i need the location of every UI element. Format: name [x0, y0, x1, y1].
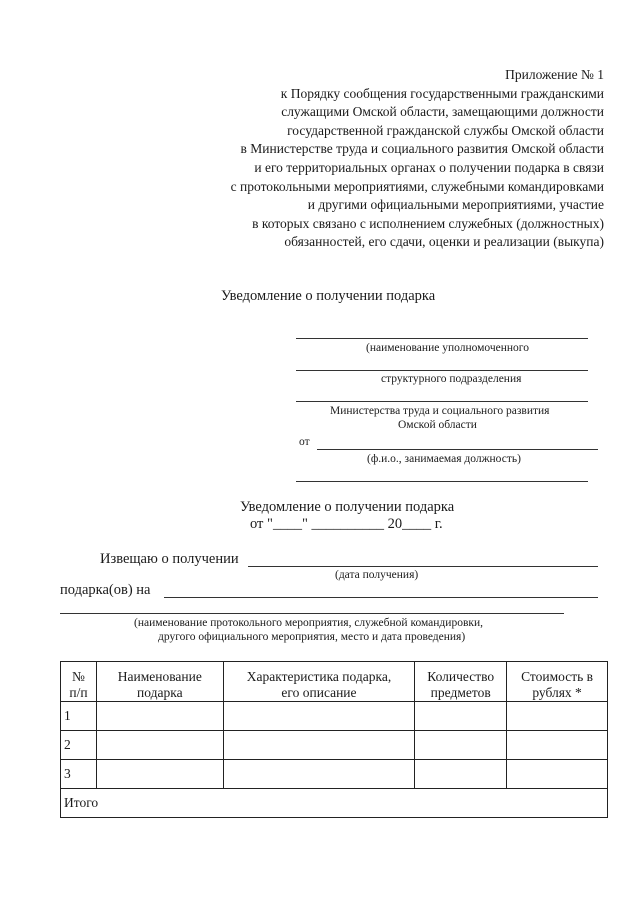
- receipt-date-line: [248, 566, 598, 567]
- sender-caption: (ф.и.о., занимаемая должность): [367, 453, 521, 465]
- table-cell: [415, 760, 507, 789]
- column-header-name: [96, 662, 223, 702]
- appendix-line: обязанностей, его сдачи, оценки и реализации (выкупа): [284, 234, 604, 250]
- header-text: Характеристика подарка,: [246, 669, 392, 684]
- sender-line: [296, 481, 588, 482]
- appendix-line: государственной гражданской службы Омской области: [287, 122, 604, 138]
- addressee-line: [296, 338, 588, 339]
- receipt-date-caption: (дата получения): [335, 569, 419, 581]
- addressee-caption: Министерства труда и социального развития: [330, 405, 550, 417]
- table-cell: [415, 702, 507, 731]
- table-header-row: [61, 662, 608, 702]
- table-row: [61, 731, 608, 760]
- table-row: [61, 702, 608, 731]
- header-text: рублях *: [532, 685, 582, 700]
- table-cell: [223, 731, 415, 760]
- addressee-caption: Омской области: [398, 419, 477, 431]
- notice-title: Уведомление о получении подарка: [240, 499, 455, 515]
- header-text: Наименование: [117, 669, 202, 684]
- appendix-line: к Порядку сообщения государственными гражданскими: [280, 85, 604, 101]
- notice-date: от "____" __________ 20____ г.: [250, 516, 443, 532]
- table-cell: [96, 702, 223, 731]
- header-text: Количество: [427, 669, 495, 684]
- addressee-caption: (наименование уполномоченного: [366, 342, 529, 354]
- appendix-line: в Министерстве труда и социального развития Омской области: [240, 141, 604, 157]
- event-caption: другого официального мероприятия, место и дата проведения): [158, 631, 466, 643]
- addressee-line: [296, 370, 588, 371]
- table-cell: [507, 731, 608, 760]
- header-text: его описание: [281, 685, 357, 700]
- event-line: [60, 613, 564, 614]
- header-text: Стоимость в: [521, 669, 594, 684]
- appendix-line: и его территориальных органах о получении подарка в связи: [254, 159, 604, 175]
- addressee-caption: структурного подразделения: [381, 373, 522, 385]
- appendix-block: [231, 66, 604, 252]
- header-text: предметов: [430, 685, 491, 700]
- column-header-number: [61, 662, 97, 702]
- from-label: от: [299, 436, 310, 448]
- table-cell: 3: [61, 760, 97, 789]
- appendix-line: с протокольными мероприятиями, служебными командировками: [230, 178, 604, 194]
- table-cell: 2: [61, 731, 97, 760]
- event-line: [164, 597, 598, 598]
- table-cell: [96, 760, 223, 789]
- appendix-line: Приложение № 1: [505, 67, 604, 82]
- table-row: [61, 760, 608, 789]
- table-cell: 1: [61, 702, 97, 731]
- table-total-row: [61, 789, 608, 818]
- column-header-quantity: [415, 662, 507, 702]
- sender-line: [317, 449, 598, 450]
- header-text: подарка: [137, 685, 183, 700]
- appendix-line: в которых связано с исполнением служебных (должностных): [252, 215, 604, 231]
- table-cell: [223, 702, 415, 731]
- appendix-line: служащими Омской области, замещающими должности: [281, 104, 604, 120]
- column-header-cost: [507, 662, 608, 702]
- table-cell: [223, 760, 415, 789]
- column-header-description: [223, 662, 415, 702]
- addressee-line: [296, 401, 588, 402]
- inform-label: Извещаю о получении: [100, 551, 239, 567]
- gift-label: подарка(ов) на: [60, 582, 151, 598]
- table-cell: [507, 702, 608, 731]
- gifts-table: [60, 661, 608, 818]
- total-label: Итого: [61, 789, 608, 818]
- table-cell: [96, 731, 223, 760]
- page-title: Уведомление о получении подарка: [221, 288, 436, 304]
- header-text: п/п: [69, 685, 88, 700]
- header-text: №: [72, 669, 85, 684]
- event-caption: (наименование протокольного мероприятия, служебной командировки,: [134, 617, 483, 629]
- table-cell: [507, 760, 608, 789]
- appendix-line: и другими официальными мероприятиями, участие: [307, 197, 604, 213]
- table-cell: [415, 731, 507, 760]
